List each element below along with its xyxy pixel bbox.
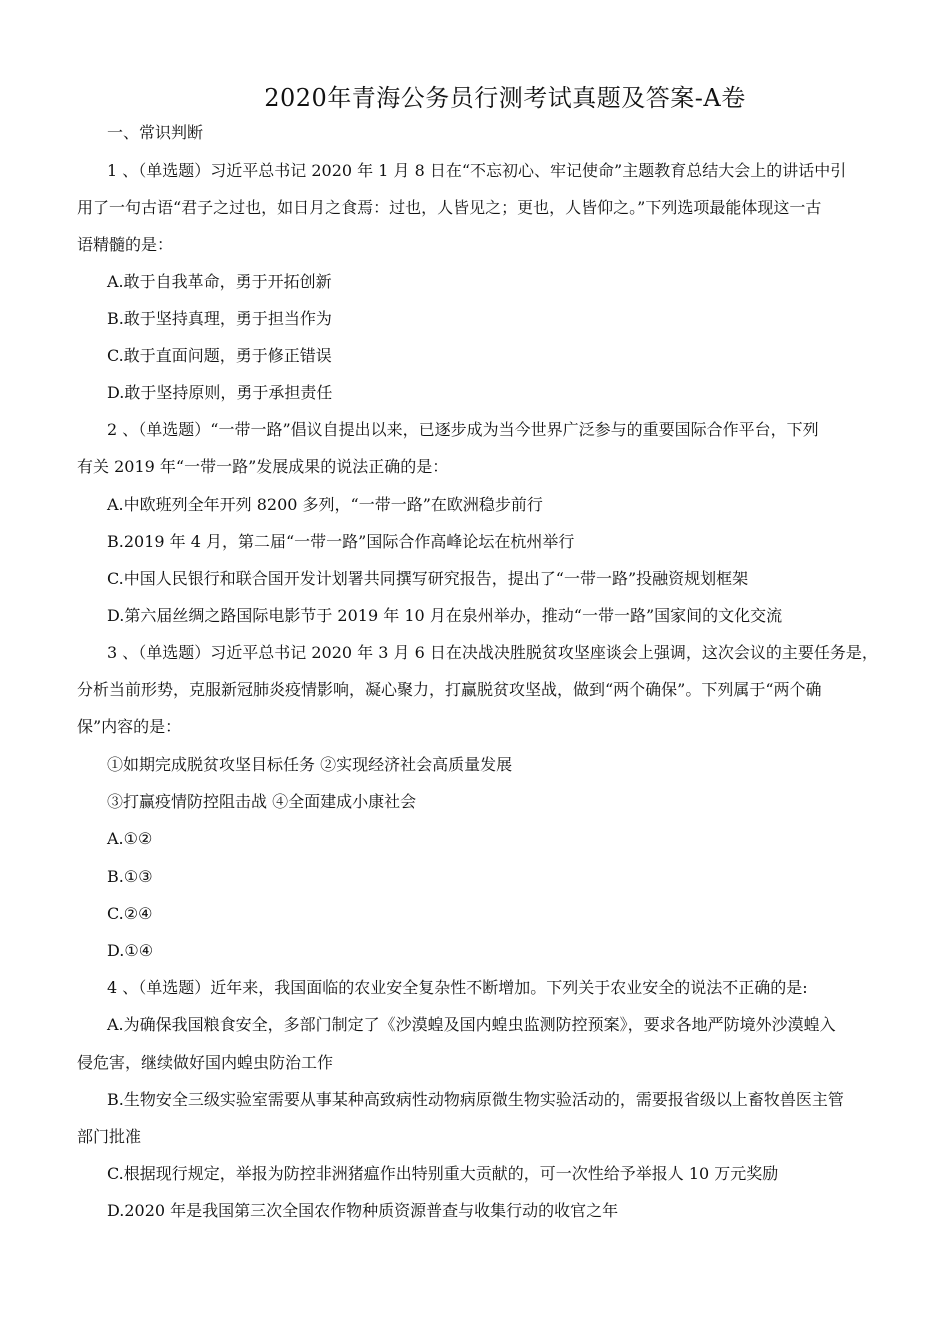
q3-option-c: C.②④ xyxy=(107,904,153,923)
q3-stem-line-2: 分析当前形势，克服新冠肺炎疫情影响，凝心聚力，打赢脱贫攻坚战，做到“两个确保”。下列属于“两个确 xyxy=(77,680,822,699)
q3-option-a: A.①② xyxy=(107,829,153,848)
q3-stem-line-3: 保”内容的是： xyxy=(77,717,182,736)
q2-stem-line-2: 有关 2019 年“一带一路”发展成果的说法正确的是： xyxy=(77,457,449,476)
q3-item-line-1: ①如期完成脱贫攻坚目标任务 ②实现经济社会高质量发展 xyxy=(107,755,513,774)
q4-option-c: C.根据现行规定，举报为防控非洲猪瘟作出特别重大贡献的，可一次性给予举报人 10 万元奖励 xyxy=(107,1164,779,1183)
q1-option-d: D.敢于坚持原则，勇于承担责任 xyxy=(107,383,333,402)
q1-option-a: A.敢于自我革命，勇于开拓创新 xyxy=(107,272,332,291)
q2-stem-line-1: 2 、（单选题）“一带一路”倡议自提出以来，已逐步成为当今世界广泛参与的重要国际合作平台，下列 xyxy=(107,420,819,439)
q3-item-line-2: ③打赢疫情防控阻击战 ④全面建成小康社会 xyxy=(107,792,417,811)
q1-option-b: B.敢于坚持真理，勇于担当作为 xyxy=(107,309,332,328)
q1-stem-line-1: 1 、（单选题）习近平总书记 2020 年 1 月 8 日在“不忘初心、牢记使命”主题教育总结大会上的讲话中引 xyxy=(107,161,847,180)
page-title: 2020年青海公务员行测考试真题及答案-A卷 xyxy=(264,84,746,112)
q4-stem-line-1: 4 、（单选题）近年来，我国面临的农业安全复杂性不断增加。下列关于农业安全的说法不正确的是: xyxy=(107,978,808,997)
q4-option-a-line-2: 侵危害，继续做好国内蝗虫防治工作 xyxy=(77,1053,334,1072)
section-heading: 一、常识判断 xyxy=(107,123,204,142)
q2-option-a: A.中欧班列全年开列 8200 多列，“一带一路”在欧洲稳步前行 xyxy=(107,495,543,514)
q2-option-b: B.2019 年 4 月，第二届“一带一路”国际合作高峰论坛在杭州举行 xyxy=(107,532,575,551)
q2-option-d: D.第六届丝绸之路国际电影节于 2019 年 10 月在泉州举办，推动“一带一路”国家间的文化交流 xyxy=(107,606,783,625)
q4-option-b-line-1: B.生物安全三级实验室需要从事某种高致病性动物病原微生物实验活动的，需要报省级以上畜牧兽医主管 xyxy=(107,1090,844,1109)
q4-option-b-line-2: 部门批准 xyxy=(77,1127,142,1146)
q1-option-c: C.敢于直面问题，勇于修正错误 xyxy=(107,346,332,365)
q1-stem-line-2: 用了一句古语“君子之过也，如日月之食焉：过也，人皆见之；更也，人皆仰之。”下列选项最能体现这一古 xyxy=(77,198,822,217)
q2-option-c: C.中国人民银行和联合国开发计划署共同撰写研究报告，提出了“一带一路”投融资规划框架 xyxy=(107,569,749,588)
q3-option-b: B.①③ xyxy=(107,867,153,886)
q3-stem-line-1: 3 、（单选题）习近平总书记 2020 年 3 月 6 日在决战决胜脱贫攻坚座谈会上强调，这次会议的主要任务是， xyxy=(107,643,878,662)
q4-option-a-line-1: A.为确保我国粮食安全，多部门制定了《沙漠蝗及国内蝗虫监测防控预案》，要求各地严防境外沙漠蝗入 xyxy=(107,1015,836,1034)
q1-stem-line-3: 语精髓的是： xyxy=(77,235,174,254)
q3-option-d: D.①④ xyxy=(107,941,154,960)
q4-option-d: D.2020 年是我国第三次全国农作物种质资源普查与收集行动的收官之年 xyxy=(107,1201,619,1220)
